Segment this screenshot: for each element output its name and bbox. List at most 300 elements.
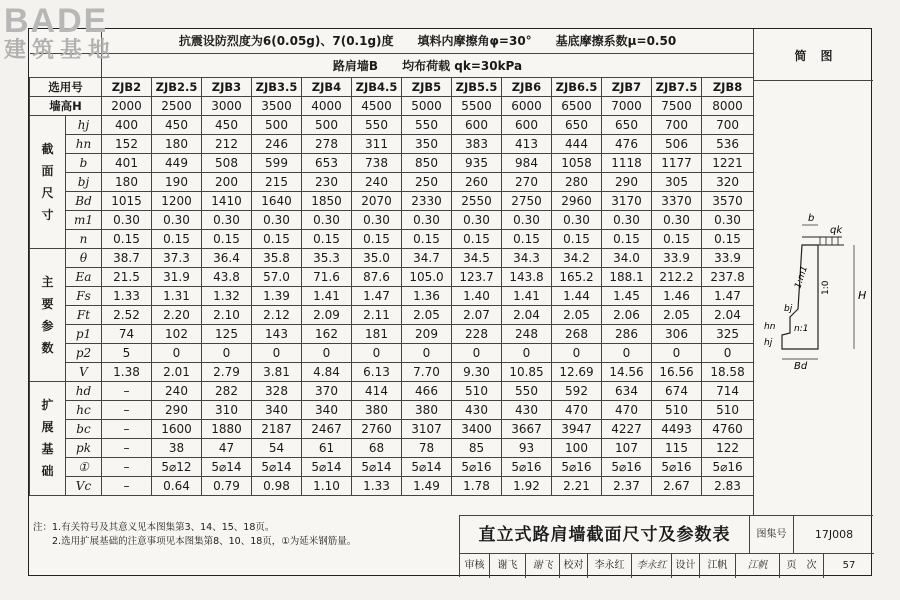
value-cell: 1200 [152,191,202,210]
table-row [30,229,754,248]
value-cell: 1.31 [152,286,202,305]
atlas-label: 图集号 [750,516,794,554]
value-cell: 0.30 [602,210,652,229]
table-row [30,191,754,210]
height-label: 墙高H [30,96,102,115]
value-cell: 370 [302,381,352,400]
value-cell: 16.56 [652,362,702,381]
value-cell: 1640 [252,191,302,210]
value-cell: – [102,476,152,495]
value-cell: 152 [102,134,152,153]
value-cell: 2.10 [202,305,252,324]
height-cell: 2000 [102,96,152,115]
value-cell: 0.15 [302,229,352,248]
param-symbol: Ft [66,305,102,324]
value-cell: 2.07 [452,305,502,324]
sketch-panel [753,29,873,515]
value-cell: 237.8 [702,267,754,286]
value-cell: 102 [152,324,202,343]
value-cell: 248 [502,324,552,343]
height-cell: 6000 [502,96,552,115]
model-cell: ZJB4 [302,77,352,96]
value-cell: 466 [402,381,452,400]
value-cell: 212.2 [652,267,702,286]
value-cell: 0.15 [702,229,754,248]
model-cell: ZJB8 [702,77,754,96]
value-cell: 5⌀12 [152,457,202,476]
check-signature: 李永红 [632,554,672,578]
value-cell: 510 [452,381,502,400]
value-cell: 34.5 [452,248,502,267]
value-cell: 0.64 [152,476,202,495]
value-cell: 2.04 [502,305,552,324]
value-cell: 38 [152,438,202,457]
model-cell: ZJB3.5 [252,77,302,96]
wall-section-diagram [754,199,874,369]
value-cell: 0.15 [152,229,202,248]
value-cell: 54 [252,438,302,457]
load-hatch [820,237,838,245]
value-cell: 0.15 [402,229,452,248]
value-cell: 5⌀14 [252,457,302,476]
table-row [30,172,754,191]
param-symbol: ① [66,457,102,476]
value-cell: 33.9 [702,248,754,267]
param-symbol: n [66,229,102,248]
value-cell: 306 [652,324,702,343]
value-cell: 212 [202,134,252,153]
value-cell: 470 [552,400,602,419]
value-cell: 190 [152,172,202,191]
value-cell: 209 [402,324,452,343]
value-cell: 9.30 [452,362,502,381]
value-cell: – [102,438,152,457]
param-symbol: bj [66,172,102,191]
value-cell: 383 [452,134,502,153]
value-cell: 2.12 [252,305,302,324]
value-cell: 21.5 [102,267,152,286]
value-cell: 2760 [352,419,402,438]
value-cell: 1.36 [402,286,452,305]
value-cell: 0.30 [552,210,602,229]
param-symbol: hd [66,381,102,400]
value-cell: 71.6 [302,267,352,286]
drawing-title: 直立式路肩墙截面尺寸及参数表 [460,516,750,554]
design-signature: 江帆 [736,554,780,578]
value-cell: 6.13 [352,362,402,381]
model-cell: ZJB3 [202,77,252,96]
value-cell: 508 [202,153,252,172]
value-cell: 1.45 [602,286,652,305]
value-cell: 5⌀16 [452,457,502,476]
height-cell: 3500 [252,96,302,115]
param-symbol: Ea [66,267,102,286]
value-cell: 100 [552,438,602,457]
height-cell: 2500 [152,96,202,115]
value-cell: 1410 [202,191,252,210]
value-cell: 0.15 [652,229,702,248]
model-cell: ZJB6.5 [552,77,602,96]
table-row [30,457,754,476]
value-cell: 500 [302,115,352,134]
value-cell: 5⌀14 [352,457,402,476]
value-cell: 2550 [452,191,502,210]
value-cell: 450 [202,115,252,134]
value-cell: 5⌀16 [502,457,552,476]
value-cell: 935 [452,153,502,172]
value-cell: 5⌀16 [552,457,602,476]
table-row [30,115,754,134]
value-cell: 230 [302,172,352,191]
value-cell: 1.40 [452,286,502,305]
value-cell: 2.21 [552,476,602,495]
value-cell: 34.2 [552,248,602,267]
value-cell: 250 [402,172,452,191]
value-cell: 122 [702,438,754,457]
height-row [30,96,754,115]
value-cell: 380 [402,400,452,419]
value-cell: 340 [302,400,352,419]
diagram-n-label: n:1 [794,324,809,334]
param-symbol: Fs [66,286,102,305]
diagram-slope-label: 1:0 [821,280,831,295]
value-cell: 7.70 [402,362,452,381]
table-row [30,419,754,438]
group-label: 扩 展 基 础 [30,381,66,495]
value-cell: 2.05 [402,305,452,324]
value-cell: 1.44 [552,286,602,305]
value-cell: 107 [602,438,652,457]
table-row [30,248,754,267]
value-cell: 0.30 [102,210,152,229]
value-cell: 34.7 [402,248,452,267]
value-cell: 0.30 [702,210,754,229]
value-cell: 1.47 [352,286,402,305]
value-cell: 1118 [602,153,652,172]
value-cell: 350 [402,134,452,153]
param-symbol: θ [66,248,102,267]
parameter-table [29,29,754,496]
table-row [30,400,754,419]
value-cell: 2750 [502,191,552,210]
value-cell: – [102,381,152,400]
value-cell: 470 [602,400,652,419]
value-cell: 430 [452,400,502,419]
value-cell: 0 [652,343,702,362]
value-cell: 1.41 [302,286,352,305]
value-cell: 0.98 [252,476,302,495]
diagram-m1-label: 1:m1 [793,264,811,290]
value-cell: 1880 [202,419,252,438]
value-cell: 0.15 [352,229,402,248]
model-cell: ZJB4.5 [352,77,402,96]
diagram-bd-label: Bd [794,361,808,369]
value-cell: 280 [552,172,602,191]
value-cell: 0 [152,343,202,362]
value-cell: 311 [352,134,402,153]
value-cell: 2467 [302,419,352,438]
value-cell: 1.78 [452,476,502,495]
table-row [30,305,754,324]
value-cell: 634 [602,381,652,400]
value-cell: 14.56 [602,362,652,381]
signature-row [460,554,874,578]
value-cell: 200 [202,172,252,191]
value-cell: 35.0 [352,248,402,267]
value-cell: 188.1 [602,267,652,286]
value-cell: 1.49 [402,476,452,495]
value-cell: 47 [202,438,252,457]
logo-subtitle: 建筑基地 [4,38,117,63]
value-cell: 215 [252,172,302,191]
value-cell: 2.09 [302,305,352,324]
value-cell: 278 [302,134,352,153]
brand-logo [4,4,116,62]
value-cell: 282 [202,381,252,400]
value-cell: 600 [452,115,502,134]
height-cell: 4500 [352,96,402,115]
value-cell: 430 [502,400,552,419]
value-cell: 290 [152,400,202,419]
value-cell: 1015 [102,191,152,210]
value-cell: 2.20 [152,305,202,324]
value-cell: 1.41 [502,286,552,305]
model-cell: ZJB6 [502,77,552,96]
value-cell: 268 [552,324,602,343]
value-cell: 2.01 [152,362,202,381]
table-row [30,362,754,381]
param-symbol: hc [66,400,102,419]
value-cell: 0.30 [252,210,302,229]
value-cell: 1058 [552,153,602,172]
value-cell: 1600 [152,419,202,438]
value-cell: 35.8 [252,248,302,267]
value-cell: 500 [252,115,302,134]
value-cell: 10.85 [502,362,552,381]
param-symbol: Vc [66,476,102,495]
value-cell: 181 [352,324,402,343]
diagram-hj-label: hj [764,338,773,348]
value-cell: 78 [402,438,452,457]
value-cell: 165.2 [552,267,602,286]
value-cell: 180 [152,134,202,153]
value-cell: 320 [702,172,754,191]
value-cell: 5⌀14 [302,457,352,476]
value-cell: 286 [602,324,652,343]
table-row [30,153,754,172]
page-number: 57 [842,560,856,571]
note-line-1: 注：1.有关符号及其意义见本图集第3、14、15、18页。 [33,522,275,533]
height-cell: 4000 [302,96,352,115]
value-cell: 0.15 [202,229,252,248]
value-cell: 3370 [652,191,702,210]
value-cell: 36.4 [202,248,252,267]
value-cell: 228 [452,324,502,343]
value-cell: 1.46 [652,286,702,305]
value-cell: 4760 [702,419,754,438]
value-cell: 5⌀16 [602,457,652,476]
value-cell: 0 [252,343,302,362]
value-cell: 1.33 [102,286,152,305]
value-cell: 3.81 [252,362,302,381]
value-cell: 414 [352,381,402,400]
height-cell: 5000 [402,96,452,115]
value-cell: 2.05 [552,305,602,324]
value-cell: 700 [702,115,754,134]
value-cell: 33.9 [652,248,702,267]
notes [33,521,463,549]
model-cell: ZJB5 [402,77,452,96]
title-block [459,515,873,577]
header-wall-type: 路肩墙B 均布荷载 qk=30kPa [102,53,754,77]
value-cell: 2.37 [602,476,652,495]
diagram-qk-label: qk [830,225,843,236]
value-cell: 143.8 [502,267,552,286]
value-cell: 0.15 [102,229,152,248]
value-cell: 599 [252,153,302,172]
table-row [30,476,754,495]
model-cell: ZJB2 [102,77,152,96]
value-cell: 34.3 [502,248,552,267]
value-cell: 1850 [302,191,352,210]
value-cell: 5⌀16 [702,457,754,476]
value-cell: 2.79 [202,362,252,381]
param-symbol: m1 [66,210,102,229]
param-symbol: hj [66,115,102,134]
value-cell: 0.15 [452,229,502,248]
value-cell: 340 [252,400,302,419]
value-cell: 1.33 [352,476,402,495]
value-cell: 0 [202,343,252,362]
value-cell: 510 [652,400,702,419]
value-cell: 592 [552,381,602,400]
value-cell: 0.15 [602,229,652,248]
param-symbol: pk [66,438,102,457]
value-cell: 380 [352,400,402,419]
value-cell: 43.8 [202,267,252,286]
value-cell: 162 [302,324,352,343]
review-name: 谢飞 [490,554,526,578]
param-symbol: V [66,362,102,381]
value-cell: 674 [652,381,702,400]
value-cell: 506 [652,134,702,153]
check-label: 校对 [560,554,588,578]
diagram-h-label: H [858,289,867,302]
value-cell: 653 [302,153,352,172]
value-cell: 0.30 [352,210,402,229]
value-cell: 1.38 [102,362,152,381]
value-cell: 510 [702,400,754,419]
value-cell: 0.30 [152,210,202,229]
value-cell: 600 [502,115,552,134]
value-cell: 700 [652,115,702,134]
height-cell: 7000 [602,96,652,115]
value-cell: 31.9 [152,267,202,286]
value-cell: 290 [602,172,652,191]
value-cell: 0.15 [552,229,602,248]
value-cell: 115 [652,438,702,457]
value-cell: – [102,457,152,476]
value-cell: 0 [302,343,352,362]
value-cell: 0.30 [652,210,702,229]
diagram-b-label: b [808,213,815,224]
height-cell: 6500 [552,96,602,115]
value-cell: 240 [352,172,402,191]
value-cell: 2.06 [602,305,652,324]
value-cell: – [102,400,152,419]
value-cell: 123.7 [452,267,502,286]
table-row [30,134,754,153]
value-cell: 3107 [402,419,452,438]
value-cell: 57.0 [252,267,302,286]
value-cell: 650 [552,115,602,134]
value-cell: 550 [402,115,452,134]
value-cell: 35.3 [302,248,352,267]
table-row [30,286,754,305]
value-cell: 2.67 [652,476,702,495]
value-cell: 180 [102,172,152,191]
value-cell: 240 [152,381,202,400]
model-cell: ZJB5.5 [452,77,502,96]
table-row [30,267,754,286]
value-cell: 536 [702,134,754,153]
value-cell: 2330 [402,191,452,210]
value-cell: 37.3 [152,248,202,267]
value-cell: 0.15 [252,229,302,248]
value-cell: 444 [552,134,602,153]
value-cell: 68 [352,438,402,457]
value-cell: 0.30 [452,210,502,229]
value-cell: 0.79 [202,476,252,495]
value-cell: 0 [452,343,502,362]
height-cell: 8000 [702,96,754,115]
value-cell: 2.05 [652,305,702,324]
value-cell: 34.0 [602,248,652,267]
sketch-title: 简图 [754,29,873,81]
height-cell: 7500 [652,96,702,115]
value-cell: 0 [552,343,602,362]
value-cell: 0.30 [202,210,252,229]
value-cell: 550 [502,381,552,400]
value-cell: 1.39 [252,286,302,305]
value-cell: 310 [202,400,252,419]
value-cell: 12.69 [552,362,602,381]
value-cell: 850 [402,153,452,172]
value-cell: 984 [502,153,552,172]
model-cell: ZJB2.5 [152,77,202,96]
value-cell: 87.6 [352,267,402,286]
value-cell: 270 [502,172,552,191]
value-cell: 550 [352,115,402,134]
value-cell: 325 [702,324,754,343]
value-cell: 1.10 [302,476,352,495]
value-cell: 0.30 [502,210,552,229]
param-symbol: p2 [66,343,102,362]
value-cell: 0 [402,343,452,362]
value-cell: 0 [352,343,402,362]
value-cell: 738 [352,153,402,172]
value-cell: 449 [152,153,202,172]
value-cell: 4493 [652,419,702,438]
value-cell: 5 [102,343,152,362]
height-cell: 3000 [202,96,252,115]
value-cell: 2.83 [702,476,754,495]
model-cell: ZJB7.5 [652,77,702,96]
note-line-2: 2.选用扩展基础的注意事项见本图集第8、10、18页，①为延米钢筋量。 [33,536,357,547]
value-cell: 5⌀14 [202,457,252,476]
value-cell: 1177 [652,153,702,172]
atlas-number: 17J008 [794,516,874,554]
